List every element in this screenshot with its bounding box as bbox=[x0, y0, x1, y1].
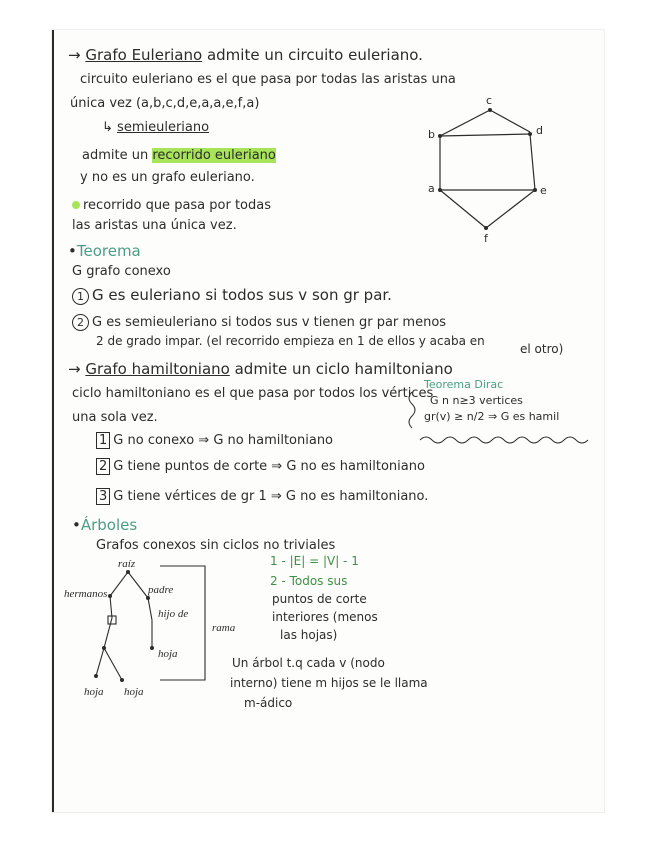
marios-line2: interno) tiene m hijos se le llama bbox=[230, 676, 428, 690]
tree-label-hoja3: hoja bbox=[124, 686, 144, 698]
tree-label-hijo: hijo de bbox=[158, 608, 189, 620]
tree-label-rama: rama bbox=[212, 622, 236, 634]
edge-d-e bbox=[530, 134, 535, 190]
semi-title: semieuleriano bbox=[117, 120, 210, 135]
item1-box: 1 bbox=[96, 432, 110, 449]
hamilton-item3-text: G tiene vértices de gr 1 ⇒ G no es hamiltoniano. bbox=[113, 489, 429, 504]
dirac-title: Teorema Dirac bbox=[424, 378, 504, 391]
vertex-label-a: a bbox=[428, 182, 435, 195]
euler-def-line1: circuito euleriano es el que pasa por todas las aristas una bbox=[80, 72, 456, 87]
tree-node-3 bbox=[102, 646, 106, 650]
teorema-item2 bbox=[72, 314, 446, 331]
marios-line1: Un árbol t.q cada v (nodo bbox=[232, 656, 385, 670]
dirac-wave bbox=[420, 437, 588, 443]
highlighted-term: recorrido euleriano bbox=[152, 148, 276, 163]
semi-line2: y no es un grafo euleriano. bbox=[80, 170, 255, 185]
arrow-icon: → bbox=[68, 360, 81, 378]
tree-edge-3 bbox=[110, 596, 112, 618]
edge-a-f bbox=[440, 190, 486, 228]
teorema-line3b: el otro) bbox=[520, 342, 564, 356]
marios-line3: m-ádico bbox=[244, 696, 293, 710]
vertex-c bbox=[488, 108, 492, 112]
vertex-label-f: f bbox=[484, 232, 488, 245]
arboles-heading-text: Árboles bbox=[80, 516, 138, 534]
vertex-f bbox=[484, 226, 488, 230]
arboles-prop1: 1 - |E| = |V| - 1 bbox=[270, 554, 359, 568]
hamilton-line2: una sola vez. bbox=[72, 410, 158, 425]
tree-node-root bbox=[126, 570, 130, 574]
tree-edge-4 bbox=[148, 598, 152, 620]
tree-node-2 bbox=[146, 596, 150, 600]
bullet-icon: • bbox=[72, 516, 81, 534]
teorema-line3: 2 de grado impar. (el recorrido empieza en 1 de ellos y acaba en bbox=[96, 334, 485, 348]
vertex-d bbox=[528, 132, 532, 136]
hamilton-item2-text: G tiene puntos de corte ⇒ G no es hamiltoniano bbox=[113, 459, 425, 474]
dirac-line2: gr(v) ≥ n/2 ⇒ G es hamil bbox=[424, 410, 560, 423]
prop2-text1: 2 - Todos sus bbox=[270, 574, 348, 588]
tree-label-raiz: raíz bbox=[118, 558, 136, 570]
item1-circle: 1 bbox=[72, 288, 89, 305]
bullet-icon: • bbox=[68, 242, 77, 260]
euler-title-rest: admite un circuito euleriano. bbox=[206, 46, 423, 64]
arboles-prop2-line2: puntos de corte bbox=[272, 592, 367, 606]
recorrido-text1: recorrido que pasa por todas bbox=[83, 198, 272, 213]
return-arrow-icon: ↳ bbox=[102, 120, 113, 135]
arrow-icon: → bbox=[68, 46, 81, 64]
item2-circle: 2 bbox=[72, 314, 89, 331]
teorema-item1-text: G es euleriano si todos sus v son gr par. bbox=[92, 286, 392, 304]
tree-node-1 bbox=[108, 594, 112, 598]
semi-prefix: admite un bbox=[82, 148, 149, 163]
hamilton-title-rest: admite un ciclo hamiltoniano bbox=[234, 360, 453, 378]
tree-label-hoja1: hoja bbox=[158, 648, 178, 660]
item2-box: 2 bbox=[96, 458, 110, 475]
teorema-item2-text: G es semieuleriano si todos sus v tienen gr par menos bbox=[92, 315, 447, 330]
teorema-line1: G grafo conexo bbox=[72, 264, 171, 279]
arboles-prop2-line1 bbox=[270, 574, 347, 588]
edge-b-c bbox=[440, 110, 490, 136]
hamilton-title: Grafo hamiltoniano bbox=[85, 360, 230, 378]
tree-label-hoja2: hoja bbox=[84, 686, 104, 698]
arboles-prop2-line3: interiores (menos bbox=[272, 610, 378, 624]
teorema-heading bbox=[68, 242, 141, 260]
tree-label-hermanos: hermanos bbox=[64, 588, 108, 600]
vertex-a bbox=[438, 188, 442, 192]
recorrido-line2: las aristas una única vez. bbox=[72, 218, 237, 233]
tree-edge-1 bbox=[110, 572, 128, 596]
vertex-label-e: e bbox=[540, 184, 547, 197]
teorema-heading-text: Teorema bbox=[76, 242, 141, 260]
tree-edge-7 bbox=[96, 648, 104, 676]
vertex-b bbox=[438, 134, 442, 138]
euler-def-line2: única vez (a,b,c,d,e,a,a,e,f,a) bbox=[70, 96, 260, 111]
arboles-prop2-line4: las hojas) bbox=[280, 628, 338, 642]
dirac-line1: G n n≥3 vertices bbox=[430, 394, 523, 407]
tree-edge-8 bbox=[104, 648, 122, 680]
edge-c-d bbox=[490, 110, 530, 132]
euler-title: Grafo Euleriano bbox=[85, 46, 203, 64]
tree-node-4 bbox=[150, 646, 154, 650]
tree-label-padre: padre bbox=[148, 584, 174, 596]
hamilton-line1: ciclo hamiltoniano es el que pasa por todos los vértices bbox=[72, 386, 434, 401]
edge-b-d bbox=[440, 134, 530, 136]
vertex-label-b: b bbox=[428, 128, 435, 141]
hamilton-item1-text: G no conexo ⇒ G no hamiltoniano bbox=[113, 433, 334, 448]
hamilton-title-line bbox=[68, 360, 453, 378]
vertex-e bbox=[533, 188, 537, 192]
hamilton-item2 bbox=[96, 458, 425, 475]
tree-node-5 bbox=[94, 674, 98, 678]
vertex-label-c: c bbox=[486, 94, 493, 107]
edge-f-e bbox=[486, 190, 535, 228]
tree-edge-2 bbox=[128, 572, 148, 598]
tree-node-6 bbox=[120, 678, 124, 682]
item3-box: 3 bbox=[96, 488, 110, 505]
teorema-item1 bbox=[72, 286, 392, 305]
hamilton-item3 bbox=[96, 488, 428, 505]
vertex-label-d: d bbox=[536, 124, 543, 137]
arboles-heading bbox=[72, 516, 137, 534]
hamilton-item1 bbox=[96, 432, 333, 449]
arboles-line1: Grafos conexos sin ciclos no triviales bbox=[96, 538, 336, 553]
